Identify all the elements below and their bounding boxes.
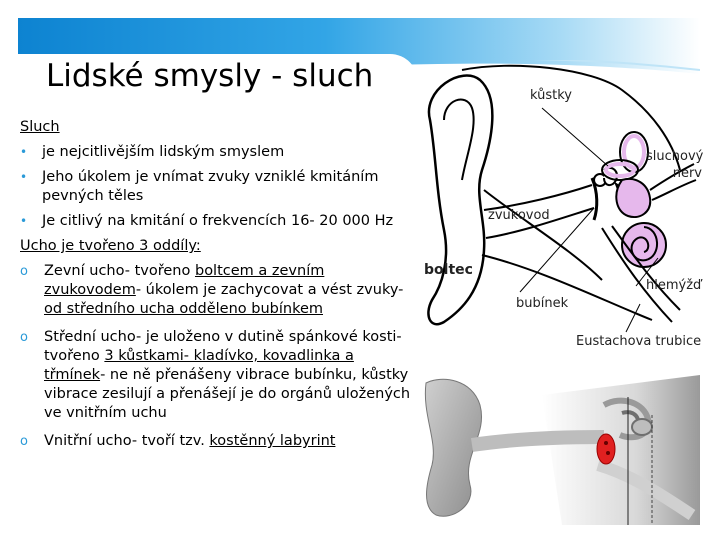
part-underlined: boltcem a zevním zvukovodem: [44, 263, 325, 298]
part-term: Zevní ucho: [44, 263, 125, 279]
part-term: Střední ucho: [44, 329, 136, 345]
part-text: - je uloženo v dutině spánkové kosti- tvořeno: [44, 329, 402, 364]
part-underlined: kostěnný labyrint: [209, 433, 336, 449]
circle-bullet-icon: o: [20, 434, 28, 449]
part-text: - úkolem je zachycovat a vést zvuky-: [135, 282, 404, 298]
label-boltec: boltec: [424, 262, 473, 278]
ear-anatomy-diagram: [422, 60, 704, 360]
label-zvukovod: zvukovod: [488, 208, 550, 223]
ear-cross-section-image: [422, 375, 700, 525]
part-item-zevni: [20, 262, 415, 319]
part-term: Vnitřní ucho: [44, 433, 132, 449]
heading-ucho: Ucho je tvořeno 3 oddíly:: [20, 238, 201, 254]
label-bubinek: bubínek: [516, 296, 569, 311]
part-text: - tvoří tzv.: [131, 433, 210, 449]
bullet-text: je nejcitlivějším lidským smyslem: [42, 144, 285, 160]
bullet-marker: •: [20, 214, 28, 228]
part-underlined: 3 kůstkami- kladívko, kovadlinka a třmínek: [44, 348, 354, 383]
bullet-text: Jeho úkolem je vnímat zvuky vzniklé kmitáním pevných těles: [42, 169, 379, 204]
label-kustky: kůstky: [530, 88, 572, 103]
ear-diagram-svg: [422, 60, 704, 360]
label-eustachova-trubice: Eustachova trubice: [576, 334, 702, 349]
slide-title: Lidské smysly - sluch: [46, 58, 374, 94]
part-text: - tvořeno: [124, 263, 195, 279]
bullet-marker: •: [20, 170, 28, 184]
part-underlined: od středního ucha odděleno bubínkem: [44, 301, 323, 317]
bullet-item: [20, 212, 415, 231]
ear-photo-svg: [422, 375, 700, 525]
part-item-vnitrni: [20, 432, 415, 451]
content-area: [20, 118, 415, 460]
part-text: - ne ně přenášeny vibrace bubínku, kůstky vibrace zesilují a přenášejí je do orgánů uložených ve vnitřním uchu: [44, 367, 411, 421]
heading-sluch: Sluch: [20, 119, 60, 135]
bullet-item: [20, 143, 415, 162]
circle-bullet-icon: o: [20, 264, 28, 279]
bullet-text: Je citlivý na kmitání o frekvencích 16- 20 000 Hz: [42, 213, 394, 229]
label-sluchovy-nerv: sluchový nerv: [646, 149, 704, 181]
label-hlemyzd: hlemýžď: [646, 278, 702, 293]
bullet-item: [20, 168, 415, 206]
part-item-stredni: [20, 328, 415, 423]
circle-bullet-icon: o: [20, 330, 28, 345]
bullet-marker: •: [20, 145, 28, 159]
